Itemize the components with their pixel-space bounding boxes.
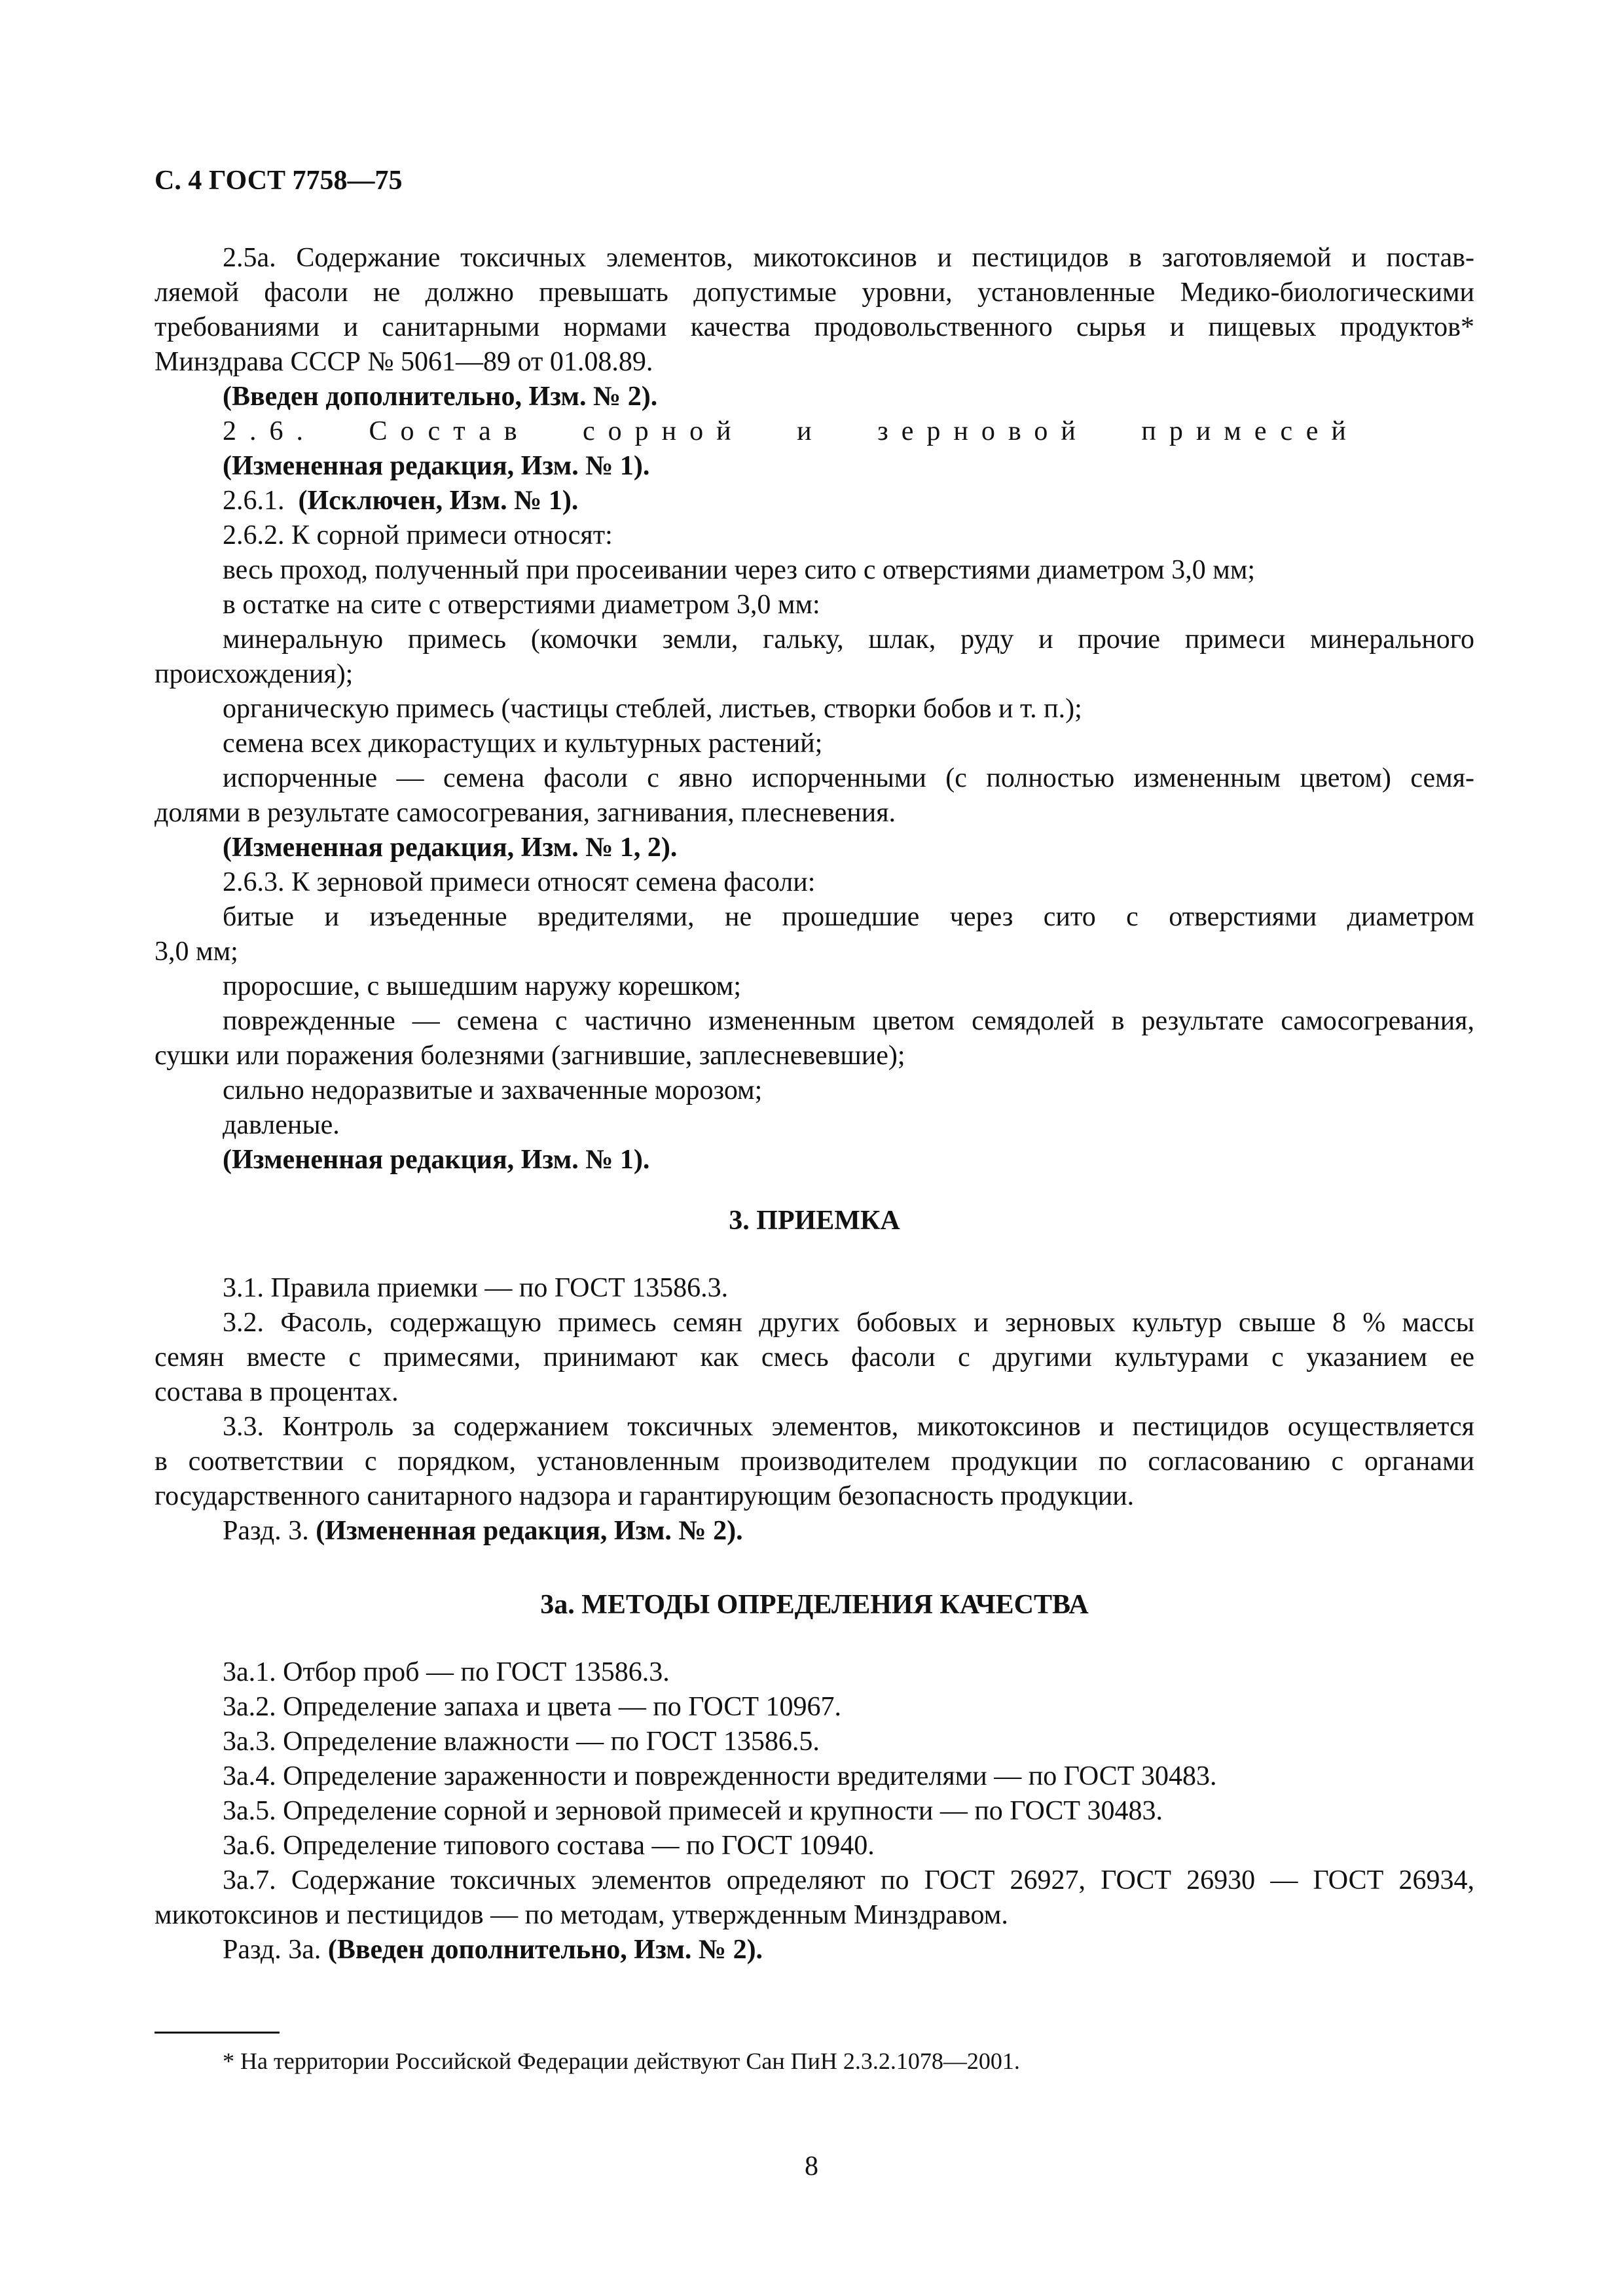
list-item: битые и изъеденные вредителями, не прошедшие через сито с отверстиями диаметром 3,0 мм;: [155, 902, 1474, 967]
list-item: поврежденные — семена с частично измененным цветом семядолей в результате самосогревания, сушки или поражения болезнями (загнившие, заплесневевшие);: [155, 1006, 1474, 1071]
section-2-6-title: 2.6. Состав сорной и зерновой примесей: [223, 416, 1359, 446]
amendment-note: Разд. 3а. (Введен дополнительно, Изм. № 2).: [223, 1935, 763, 1965]
paragraph-3a-2: 3а.2. Определение запаха и цвета — по ГОСТ 10967.: [223, 1692, 842, 1722]
footnote-divider: [155, 2032, 280, 2034]
amendment-note: (Измененная редакция, Изм. № 1).: [223, 1145, 650, 1175]
section-heading-3a: 3а. МЕТОДЫ ОПРЕДЕЛЕНИЯ КАЧЕСТВА: [540, 1590, 1089, 1620]
paragraph-3a-5: 3а.5. Определение сорной и зерновой примесей и крупности — по ГОСТ 30483.: [223, 1796, 1163, 1826]
paragraph-3-1: 3.1. Правила приемки — по ГОСТ 13586.3.: [223, 1273, 729, 1303]
paragraph-3a-4: 3а.4. Определение зараженности и поврежденности вредителями — по ГОСТ 30483.: [223, 1761, 1217, 1791]
paragraph-2-5a: [155, 241, 1474, 380]
list-item: проросшие, с вышедшим наружу корешком;: [223, 971, 742, 1001]
list-item: сильно недоразвитые и захваченные морозом;: [223, 1075, 763, 1105]
paragraph-3a-3: 3а.3. Определение влажности — по ГОСТ 13586.5.: [223, 1727, 820, 1757]
list-item: органическую примесь (частицы стеблей, листьев, створки бобов и т. п.);: [223, 694, 1082, 724]
list-item: испорченные — семена фасоли с явно испорченными (с полностью измененным цветом) семя- долями в результате самосогревания, загнивания, плесневения.: [155, 763, 1474, 828]
paragraph-2-6-3: 2.6.3. К зерновой примеси относят семена фасоли:: [223, 867, 816, 897]
page-header: С. 4 ГОСТ 7758—75: [155, 166, 403, 196]
list-item: в остатке на сите с отверстиями диаметром 3,0 мм:: [223, 590, 820, 620]
amendment-note: Разд. 3. (Измененная редакция, Изм. № 2).: [223, 1516, 743, 1546]
paragraph-2-6-1: 2.6.1. (Исключен, Изм. № 1).: [223, 486, 579, 516]
paragraph-3a-6: 3а.6. Определение типового состава — по ГОСТ 10940.: [223, 1831, 875, 1861]
text-line: требованиями и санитарными нормами качества продовольственного сырья и пищевых продуктов*: [155, 312, 1474, 342]
text-line: Минздрава СССР № 5061—89 от 01.08.89.: [155, 347, 653, 377]
document-body: [155, 241, 1474, 1967]
section-heading-3: 3. ПРИЕМКА: [729, 1206, 900, 1236]
paragraph-3-2: 3.2. Фасоль, содержащую примесь семян других бобовых и зерновых культур свыше 8 % массы семян вместе с примесями, принимают как смесь фасоли с другими культурами с указанием ее состава в процентах.: [155, 1308, 1474, 1407]
amendment-note: (Измененная редакция, Изм. № 1).: [223, 451, 650, 481]
list-item: семена всех дикорастущих и культурных растений;: [223, 728, 823, 759]
footnote: * На территории Российской Федерации действуют Сан ПиН 2.3.2.1078—2001.: [223, 2048, 1020, 2074]
paragraph-2-6-2: 2.6.2. К сорной примеси относят:: [223, 520, 613, 550]
paragraph-3a-1: 3а.1. Отбор проб — по ГОСТ 13586.3.: [223, 1657, 670, 1687]
paragraph-3a-7: 3а.7. Содержание токсичных элементов определяют по ГОСТ 26927, ГОСТ 26930 — ГОСТ 26934, микотоксинов и пестицидов — по методам, утвержденным Минздравом.: [155, 1865, 1474, 1930]
list-item: весь проход, полученный при просеивании через сито с отверстиями диаметром 3,0 мм;: [223, 555, 1256, 585]
list-item: минеральную примесь (комочки земли, гальку, шлак, руду и прочие примеси минерального происхождения);: [155, 624, 1474, 689]
paragraph-3-3: 3.3. Контроль за содержанием токсичных элементов, микотоксинов и пестицидов осуществляется в соответствии с порядком, установленным производителем продукции по согласованию с органами государственного санитарного надзора и гарантирующим безопасность продукции.: [155, 1412, 1474, 1511]
amendment-note: (Измененная редакция, Изм. № 1, 2).: [223, 833, 678, 863]
text-line: ляемой фасоли не должно превышать допустимые уровни, установленные Медико-биологическими: [155, 278, 1474, 308]
list-item: давленые.: [223, 1110, 340, 1140]
text-line: 2.5а. Содержание токсичных элементов, микотоксинов и пестицидов в заготовляемой и постав-: [223, 243, 1474, 273]
page-number: 8: [805, 2151, 818, 2181]
amendment-note: (Введен дополнительно, Изм. № 2).: [223, 382, 658, 412]
